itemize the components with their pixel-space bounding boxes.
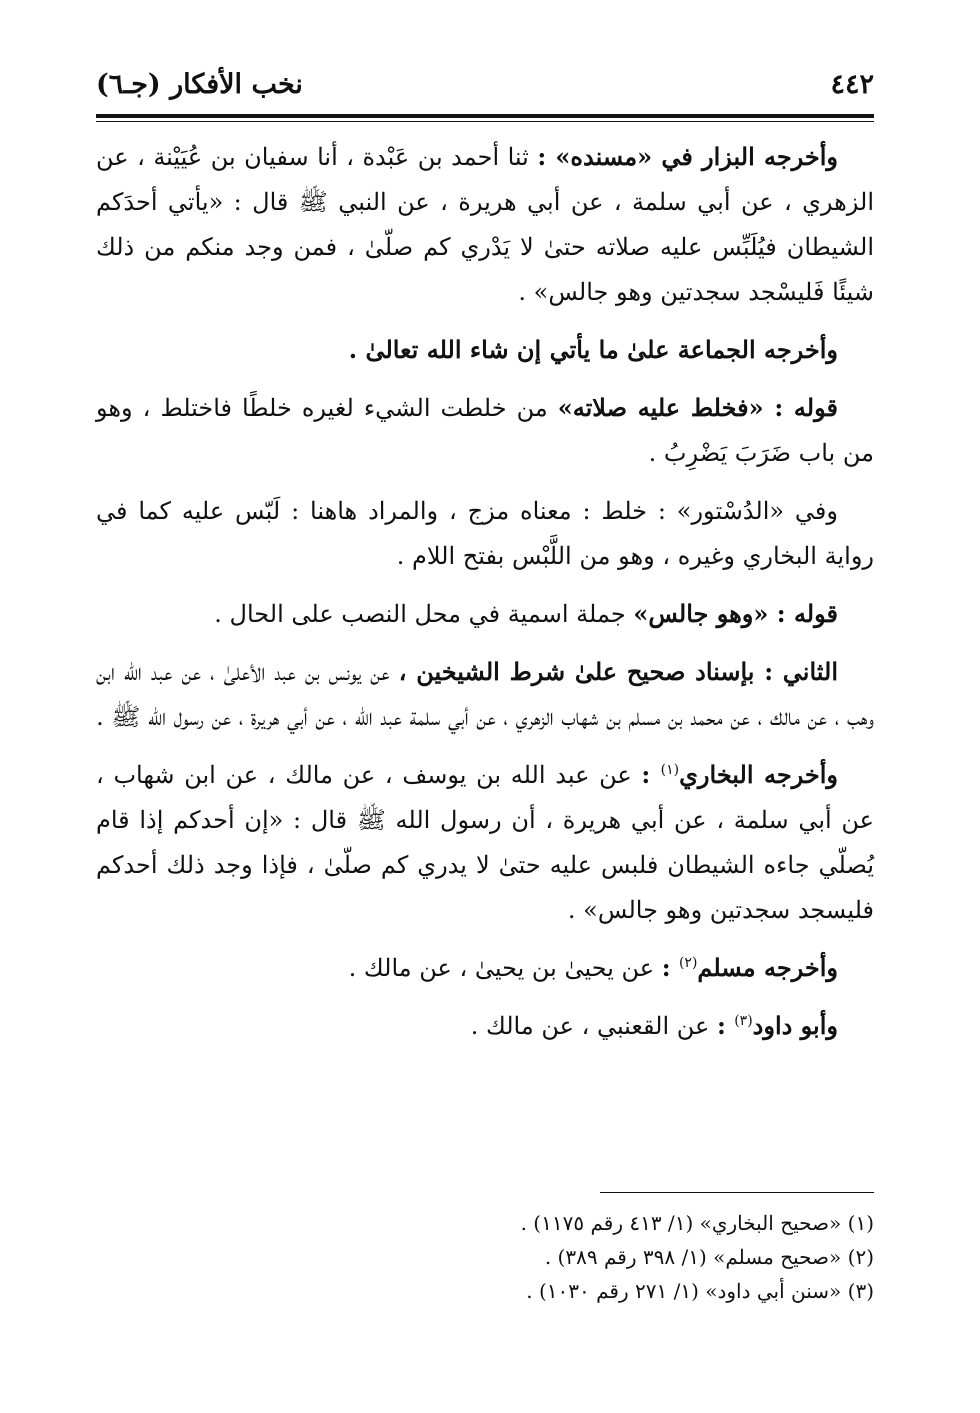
paragraph — [96, 945, 874, 991]
paragraph-lead: وأخرجه الجماعة علىٰ ما يأتي إن شاء الله تعالىٰ . — [348, 335, 838, 364]
paragraph-lead: وأخرجه مسلم — [697, 953, 838, 982]
footnote-ref[interactable]: (٣) — [734, 1013, 753, 1029]
paragraph-text: جملة اسمية في محل النصب على الحال . — [214, 600, 634, 628]
paragraph-lead-tail: : — [661, 953, 679, 982]
paragraph-text: عن عبد الله بن يوسف ، عن مالك ، عن ابن شهاب ، عن أبي سلمة ، عن أبي هريرة ، أن رسول الله ﷺ قال : «إن أحدكم إذا قام يُصلّي جاءه الشيطان فلبس عليه حتىٰ لا يدري كم صلّىٰ ، فإذا وجد ذلك أحدكم فليسجد سجدتين وهو جالس» . — [96, 761, 874, 924]
paragraph-lead: قوله : «وهو جالس» — [633, 599, 838, 628]
paragraph-lead-tail: : — [641, 760, 661, 789]
paragraph — [96, 134, 874, 315]
paragraph — [96, 488, 874, 579]
footnote: (٣) «سنن أبي داود» (١/ ٢٧١ رقم ١٠٣٠) . — [526, 1279, 874, 1303]
paragraph-lead: وأخرجه البخاري — [679, 760, 838, 789]
paragraph-text: ثنا أحمد بن عَبْدة ، أنا سفيان بن عُيَيْنة ، عن الزهري ، عن أبي سلمة ، عن أبي هريرة ، عن النبي ﷺ قال : «يأتي أحدَكم الشيطان فيُلَبِّس عليه صلاته حتىٰ لا يَدْري كم صلّىٰ ، فمن وجد منكم من ذلك شيئًا فَليسْجد سجدتين وهو جالس» . — [96, 143, 874, 306]
footnote: (١) «صحيح البخاري» (١/ ٤١٣ رقم ١١٧٥) . — [520, 1211, 874, 1235]
running-title: نخب الأفكار (جـ٦) — [96, 68, 303, 100]
paragraph-text: عن يحيىٰ بن يحيىٰ ، عن مالك . — [348, 954, 662, 982]
paragraph-lead: الثاني : بإسناد صحيح علىٰ شرط الشيخين ، — [398, 657, 838, 686]
footnote-ref[interactable]: (١) — [660, 762, 680, 778]
paragraph-lead: قوله : «فخلط عليه صلاته» — [557, 393, 838, 422]
paragraph — [96, 385, 874, 476]
paragraph-lead: وأبو داود — [752, 1011, 838, 1040]
footnote-separator — [600, 1192, 874, 1193]
footnote-ref[interactable]: (٢) — [678, 955, 698, 971]
footnotes — [96, 1206, 874, 1308]
header-rule-thick — [96, 114, 874, 118]
paragraph — [96, 327, 874, 373]
footnote: (٢) «صحيح مسلم» (١/ ٣٩٨ رقم ٣٨٩) . — [544, 1245, 874, 1269]
paragraph-text: عن يونس بن عبد الأعلىٰ ، عن عبد الله ابن وهب ، عن مالك ، عن محمد بن مسلم بن شهاب الزهري ، عن أبي سلمة عبد الله ، عن أبي هريرة ، عن رسول الله ﷺ . — [96, 658, 874, 731]
paragraph-text: عن القعنبي ، عن مالك . — [470, 1012, 717, 1040]
paragraph-lead: وأخرجه البزار في «مسنده» : — [537, 142, 838, 171]
paragraph — [96, 1003, 874, 1049]
page-number: ٤٤٢ — [830, 68, 874, 100]
paragraph-text: وفي «الدُسْتور» : خلط : معناه مزج ، والمراد هاهنا : لَبّس عليه كما في رواية البخاري وغيره ، وهو من اللَّبْس بفتح اللام . — [96, 497, 874, 570]
paragraph — [96, 649, 874, 740]
paragraph-lead-tail: : — [716, 1011, 735, 1040]
paragraph — [96, 752, 874, 933]
paragraph-text: من خلطت الشيء لغيره خلطًا فاختلط ، وهو من باب ضَرَبَ يَضْرِبُ . — [96, 394, 874, 467]
header-rule-thin — [96, 121, 874, 122]
paragraph — [96, 591, 874, 637]
main-text — [96, 134, 874, 1061]
page-header — [96, 58, 874, 110]
